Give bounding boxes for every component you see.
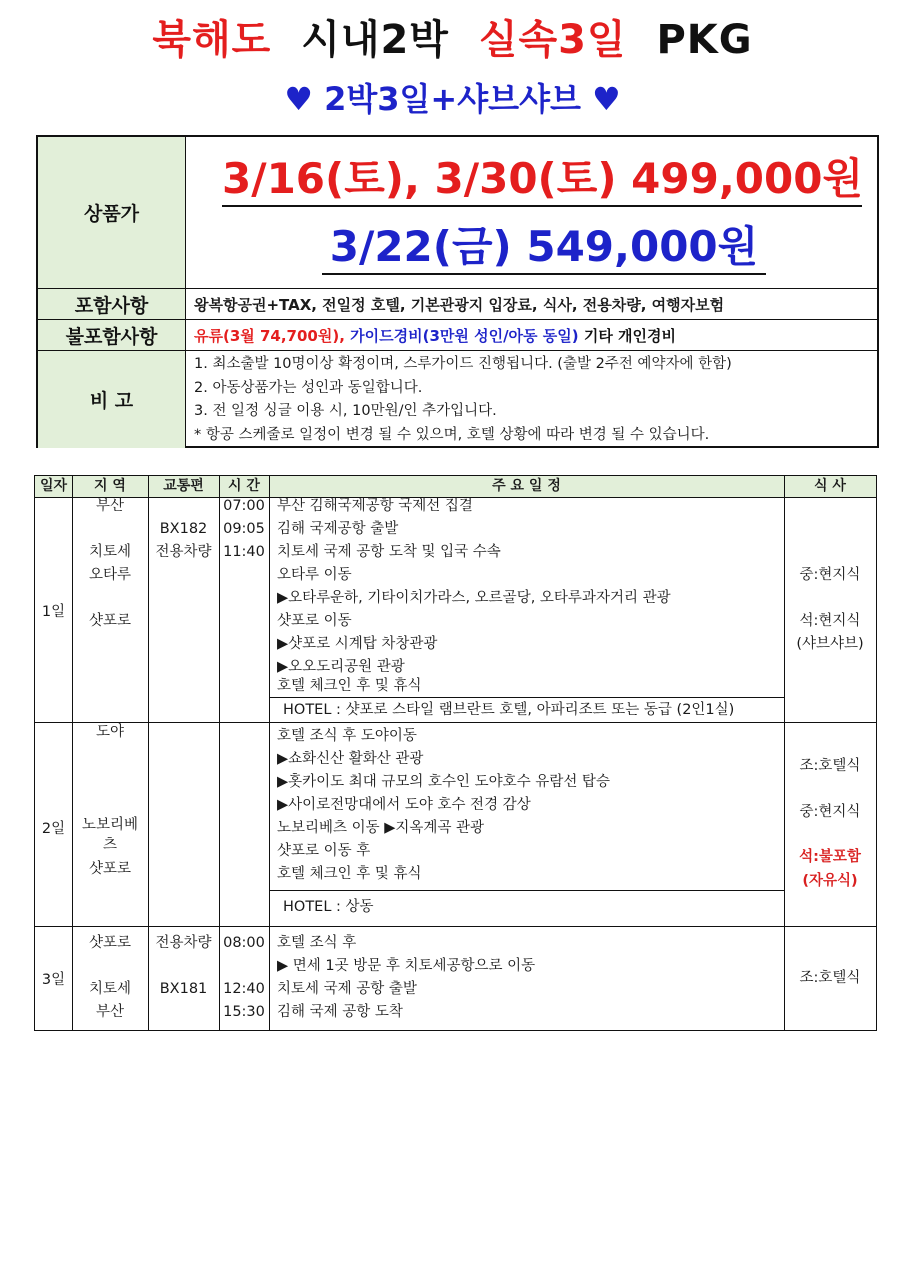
- day-1-hotel: HOTEL : 샷포로 스타일 램브란트 호텔, 아파리조트 또는 동급 (2인1실): [283, 702, 735, 718]
- day-3-item: 치토세 국제 공항 출발: [277, 981, 417, 997]
- day-2-meal-excluded: (자유식): [802, 873, 858, 889]
- column-divider: [784, 476, 785, 1030]
- title-pkg: PKG: [656, 17, 753, 63]
- day-2-region: 츠: [102, 837, 117, 853]
- included-label: 포함사항: [38, 289, 186, 319]
- header-region: 지 역: [94, 478, 126, 494]
- day-1-meal: 중:현지식: [799, 567, 861, 583]
- day-1-region: 치토세: [88, 544, 132, 560]
- day-1-region: 오타루: [88, 567, 132, 583]
- day-2-meal: 조:호텔식: [799, 758, 861, 774]
- day-1-item: ▶오타루운하, 기타이치가라스, 오르골당, 오타루과자거리 관광: [277, 590, 671, 606]
- excluded-fuel: 유류(3월 74,700원),: [194, 326, 345, 345]
- price-line-1: 3/16(토), 3/30(토) 499,000원: [222, 153, 862, 207]
- day-3-transport: BX181: [159, 981, 208, 997]
- excluded-guide: 가이드경비(3만원 성인/아동 동일): [350, 326, 579, 345]
- day-1-meal: 석:현지식: [799, 613, 861, 629]
- day-3-region: 치토세: [88, 981, 132, 997]
- excluded-label: 불포함사항: [38, 320, 186, 350]
- day-1-item: 부산 김해국제공항 국제선 집결: [277, 498, 473, 514]
- hotel-separator: [269, 890, 784, 891]
- day-3-label: 3일: [41, 972, 66, 988]
- day-3-item: 김해 국제 공항 도착: [277, 1004, 403, 1020]
- schedule-table: [34, 475, 877, 1031]
- column-divider: [269, 476, 270, 1030]
- day-1-item: 샷포로 이동: [277, 613, 352, 629]
- day-2-item: ▶홋카이도 최대 규모의 호수인 도야호수 유람선 탑승: [277, 774, 610, 790]
- day-2-item: ▶사이로전망대에서 도야 호수 전경 감상: [277, 797, 531, 813]
- notes-row: [38, 351, 877, 448]
- day-1-item: ▶오오도리공원 관광: [277, 659, 405, 675]
- day-1-item: 호텔 체크인 후 및 휴식: [277, 678, 422, 694]
- price-label: 상품가: [38, 137, 186, 288]
- day-1-item: 치토세 국제 공항 도착 및 입국 수속: [277, 544, 501, 560]
- included-row: [38, 289, 877, 320]
- day-3-region: 부산: [95, 1004, 124, 1020]
- day-1-transport: 전용차량: [155, 544, 212, 560]
- day-3-meal: 조:호텔식: [799, 970, 861, 986]
- header-time: 시 간: [228, 478, 260, 494]
- day-1-region: 샷포로: [88, 613, 132, 629]
- day-2-region: 노보리베: [81, 817, 139, 833]
- day-3-transport: 전용차량: [155, 935, 212, 951]
- day-1-transport: BX182: [159, 521, 208, 537]
- notes-label: 비 고: [38, 351, 186, 448]
- note-item: 3. 전 일정 싱글 이용 시, 10만원/인 추가입니다.: [194, 403, 497, 419]
- day-separator: [35, 926, 876, 927]
- note-item: 1. 최소출발 10명이상 확정이며, 스루가이드 진행됩니다. (출발 2주전 예약자에 한함): [194, 356, 732, 372]
- day-2-meal-excluded: 석:불포함: [799, 849, 861, 865]
- day-1-item: 오타루 이동: [277, 567, 352, 583]
- day-3-item: 호텔 조식 후: [277, 935, 357, 951]
- day-1-item: ▶샷포로 시계탑 차창관광: [277, 636, 438, 652]
- day-1-time: 07:00: [223, 498, 265, 514]
- header-transport: 교통편: [163, 478, 204, 494]
- day-3-item: ▶ 면세 1곳 방문 후 치토세공항으로 이동: [277, 958, 536, 974]
- header-day: 일자: [39, 478, 68, 494]
- price-line-2: 3/22(금) 549,000원: [322, 221, 766, 275]
- day-2-hotel: HOTEL : 상동: [283, 899, 374, 915]
- day-2-region: 샷포로: [88, 861, 132, 877]
- package-info-box: [36, 135, 879, 448]
- day-3-time: 15:30: [223, 1004, 265, 1020]
- page-subtitle: ♥ 2박3일+샤브샤브 ♥: [284, 80, 621, 118]
- day-2-item: 노보리베츠 이동 ▶지옥계곡 관광: [277, 820, 485, 836]
- title-region: 북해도: [152, 17, 272, 63]
- note-item: * 항공 스케줄로 일정이 변경 될 수 있으며, 호텔 상황에 따라 변경 될 수 있습니다.: [194, 426, 710, 443]
- included-text: 왕복항공권+TAX, 전일정 호텔, 기본관광지 입장료, 식사, 전용차량, 여행자보험: [194, 295, 725, 314]
- day-3-time: 12:40: [223, 981, 265, 997]
- day-2-item: 호텔 체크인 후 및 휴식: [277, 866, 422, 882]
- page-title: [0, 8, 905, 65]
- day-1-time: 11:40: [223, 544, 265, 560]
- day-1-item: 김해 국제공항 출발: [277, 521, 399, 537]
- excluded-row: [38, 320, 877, 351]
- title-nights: 시내2박: [301, 17, 449, 63]
- header-itinerary: 주 요 일 정: [492, 478, 561, 494]
- day-2-region: 도야: [95, 724, 124, 740]
- excluded-text: [186, 320, 877, 350]
- day-2-item: ▶쇼화신산 활화산 관광: [277, 751, 424, 767]
- day-separator: [35, 722, 876, 723]
- day-2-meal: 중:현지식: [799, 804, 861, 820]
- day-1-region: 부산: [95, 498, 124, 514]
- title-days: 실속3일: [478, 17, 627, 63]
- note-item: 2. 아동상품가는 성인과 동일합니다.: [194, 379, 423, 396]
- day-1-meal: (샤브샤브): [796, 636, 864, 652]
- day-1-time: 09:05: [223, 521, 265, 537]
- day-2-item: 호텔 조식 후 도야이동: [277, 728, 417, 744]
- price-row: [38, 137, 877, 289]
- day-2-label: 2일: [41, 821, 66, 837]
- notes-list: [186, 351, 877, 447]
- day-3-region: 샷포로: [88, 935, 132, 951]
- day-2-item: 샷포로 이동 후: [277, 843, 371, 859]
- excluded-other: 기타 개인경비: [583, 326, 677, 345]
- day-1-label: 1일: [41, 604, 66, 620]
- day-3-time: 08:00: [223, 935, 265, 951]
- price-values: [186, 137, 877, 288]
- header-meals: 식 사: [814, 478, 846, 494]
